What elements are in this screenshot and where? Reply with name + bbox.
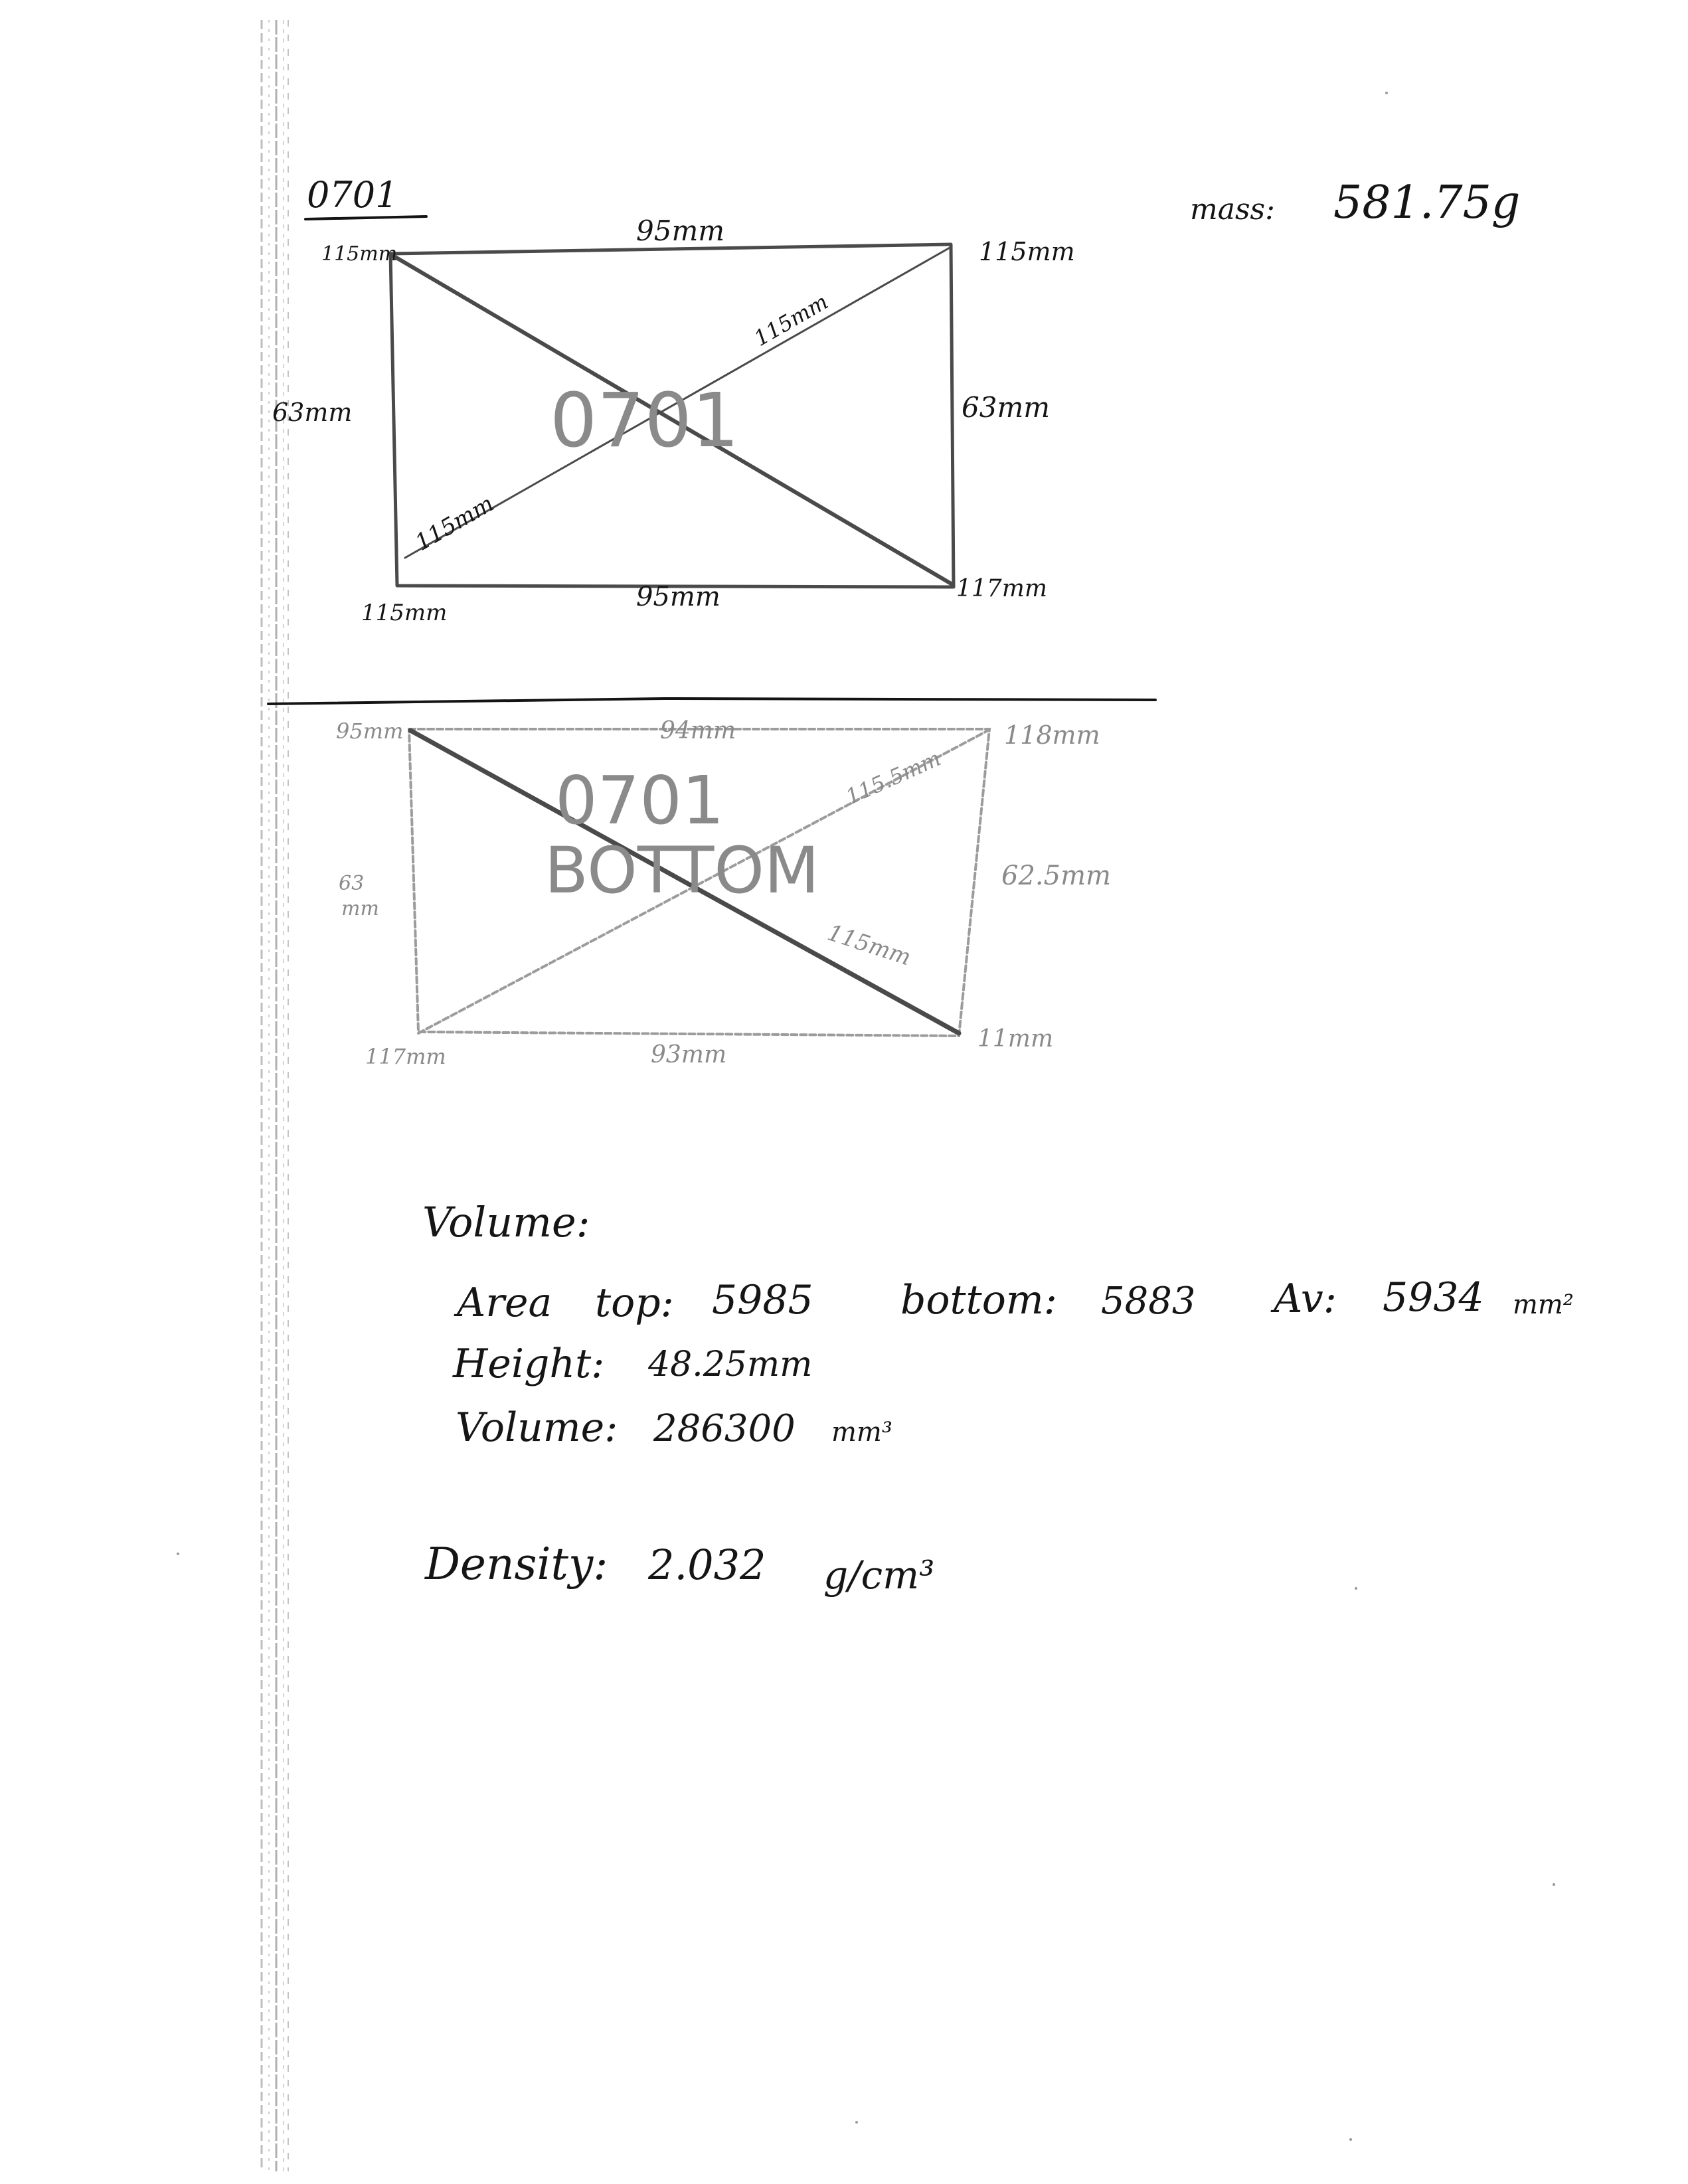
bottom-sketch-corner-top-right: 118mm [1004,720,1100,750]
bottom-sketch-diagonal-lower: 115mm [824,919,914,971]
area-label: Area [457,1280,552,1326]
top-sketch-diagonal-upper: 115mm [750,289,833,351]
top-sketch-center-label: 0701 [550,378,740,464]
bottom-sketch-corner-bottom-right: 11mm [977,1025,1054,1052]
bottom-sketch-corner-bottom-left: 117mm [365,1044,446,1069]
binding-margin-lines [262,20,288,2171]
top-sketch-right-edge: 63mm [962,391,1051,424]
bottom-sketch-center-line2: BOTTOM [545,833,819,908]
sheet-id-label: 0701 [307,174,398,216]
section-divider-line [268,699,1155,704]
bottom-sketch-corner-top-left: 95mm [336,718,404,744]
density-unit: g/cm³ [823,1553,935,1598]
mass-value: 581.75g [1333,177,1521,229]
top-sketch-corner-top-right: 115mm [979,237,1075,266]
volume-value: 286300 [653,1407,796,1450]
area-avg-label: Av: [1274,1276,1337,1322]
bottom-sketch-center-line1: 0701 [555,762,724,839]
area-top-value: 5985 [712,1277,813,1323]
top-sketch-corner-bottom-right: 117mm [956,575,1047,602]
bottom-sketch-bottom-edge: 93mm [651,1041,727,1068]
calculations-block [422,1198,1574,1598]
height-label: Height: [453,1341,605,1387]
top-sketch-left-edge: 63mm [272,398,353,427]
sheet-id-underline [305,216,426,219]
volume-label: Volume: [456,1404,618,1451]
top-sketch-corner-top-left: 115mm [321,242,398,266]
bottom-sketch-left-edge-line2: mm [341,897,379,920]
area-avg-value: 5934 [1383,1274,1484,1321]
bottom-sketch-left-edge-line1: 63 [339,872,365,895]
top-sketch-top-edge: 95mm [636,214,725,247]
scan-specks [177,92,1555,2141]
volume-heading: Volume: [422,1198,590,1246]
top-sketch-bottom-edge: 95mm [636,582,720,612]
top-sketch-diagonal-lower: 115mm [410,490,499,556]
mass-label: mass: [1190,193,1275,226]
area-bottom-value: 5883 [1101,1280,1196,1323]
volume-unit: mm³ [831,1417,892,1448]
top-sketch-corner-bottom-left: 115mm [361,600,448,626]
height-value: 48.25mm [648,1345,813,1385]
area-avg-unit: mm² [1513,1290,1574,1320]
bottom-sketch-top-edge: 94mm [660,717,736,744]
area-top-label: top: [595,1280,674,1326]
bottom-sketch-right-edge: 62.5mm [1001,861,1111,891]
density-value: 2.032 [648,1541,766,1589]
density-label: Density: [425,1539,608,1590]
bottom-sketch-diagonal-upper: 115.5mm [841,745,945,810]
area-bottom-label: bottom: [900,1277,1057,1323]
